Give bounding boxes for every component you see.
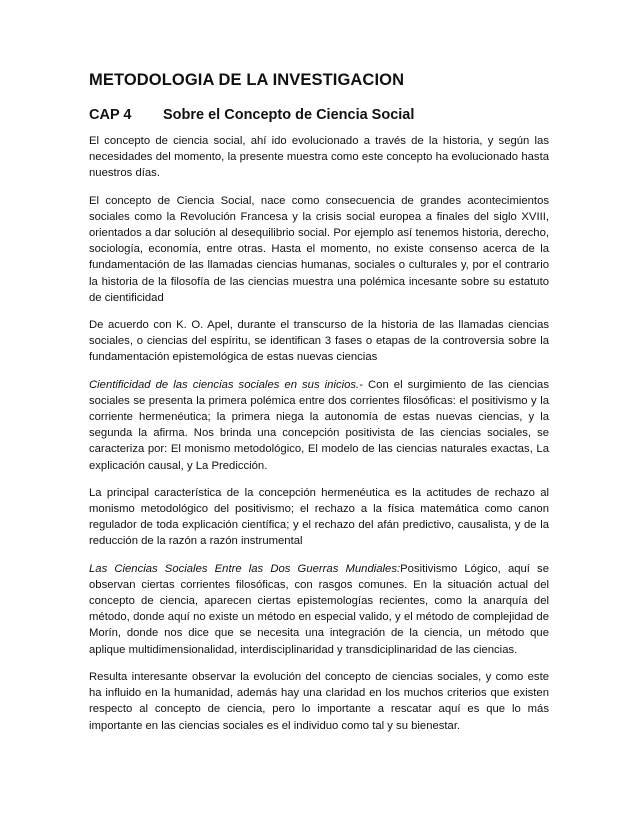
paragraph xyxy=(89,485,549,550)
document-body xyxy=(89,70,549,734)
paragraph-text: El concepto de Ciencia Social, nace como consecuencia de grandes acontecimientos sociales como la Revolución Francesa y la crisis social europea a finales del siglo XVIII, orientados a dar solución al desequilibrio social. Por ejemplo así tenemos historia, derecho, sociología, economía, entre otras. Hasta el momento, no existe consenso acerca de la fundamentación de las llamadas ciencias humanas, sociales o culturales y, por el contrario la historia de la filosofía de las ciencias muestra una polémica incesante sobre su estatuto de cientificidad xyxy=(89,194,549,304)
chapter-title: Sobre el Concepto de Ciencia Social xyxy=(163,107,415,123)
document-title: METODOLOGIA DE LA INVESTIGACION xyxy=(89,71,405,89)
paragraph xyxy=(89,133,549,182)
paragraph-text: La principal característica de la concepción hermenéutica es la actitudes de rechazo al monismo metodológico del positivismo; el rechazo a la física matemática como canon regulador de toda explicación científica; y el rechazo del afán predictivo, causalista, y de la reducción de la razón a razón instrumental xyxy=(89,486,549,548)
chapter-heading xyxy=(89,106,549,124)
paragraph-text: Positivismo Lógico, aquí se observan ciertas corrientes filosóficas, con rasgos comunes. En la situación actual del concepto de ciencia, aparecen ciertas epistemologías recientes, como la anarquía del método, donde aquí no existe un método en especial valido, y el método de complejidad de Morín, donde nos dice que se necesita una integración de la ciencia, un método que aplique multidimensionalidad, interdisciplinaridad y transdiciplinaridad de las ciencias. xyxy=(89,562,549,656)
paragraph xyxy=(89,669,549,734)
paragraph xyxy=(89,193,549,306)
chapter-number: CAP 4 xyxy=(89,107,132,123)
paragraph xyxy=(89,377,549,474)
paragraph-text: El concepto de ciencia social, ahí ido evolucionado a través de la historia, y según las necesidades del momento, la presente muestra como este concepto ha evolucionado hasta nuestros días. xyxy=(89,135,549,180)
paragraph-italic-lead: Cientificidad de las ciencias sociales en sus inicios. xyxy=(89,378,360,391)
paragraph xyxy=(89,317,549,366)
paragraph xyxy=(89,561,549,658)
paragraph-text: Resulta interesante observar la evolución del concepto de ciencias sociales, y como este ha influido en la humanidad, además hay una claridad en los muchos criterios que existen respecto al concepto de ciencia, pero lo importante a rescatar aquí es que lo más importante en las ciencias sociales es el individuo como tal y su bienestar. xyxy=(89,670,549,732)
paragraph-italic-lead: Las Ciencias Sociales Entre las Dos Guerras Mundiales: xyxy=(89,562,401,575)
paragraph-text: - Con el surgimiento de las ciencias sociales se presenta la primera polémica entre dos corrientes filosóficas: el positivismo y la corriente hermenéutica; la primera niega la autonomía de estas nuevas ciencias, y la segunda la afirma. Nos brinda una concepción positivista de las ciencias sociales, se caracteriza por: El monismo metodológico, El modelo de las ciencias naturales exactas, La explicación causal, y La Predicción. xyxy=(89,378,549,472)
paragraph-text: De acuerdo con K. O. Apel, durante el transcurso de la historia de las llamadas ciencias sociales, o ciencias del espíritu, se identifican 3 fases o etapas de la controversia sobre la fundamentación epistemológica de estas nuevas ciencias xyxy=(89,319,549,364)
